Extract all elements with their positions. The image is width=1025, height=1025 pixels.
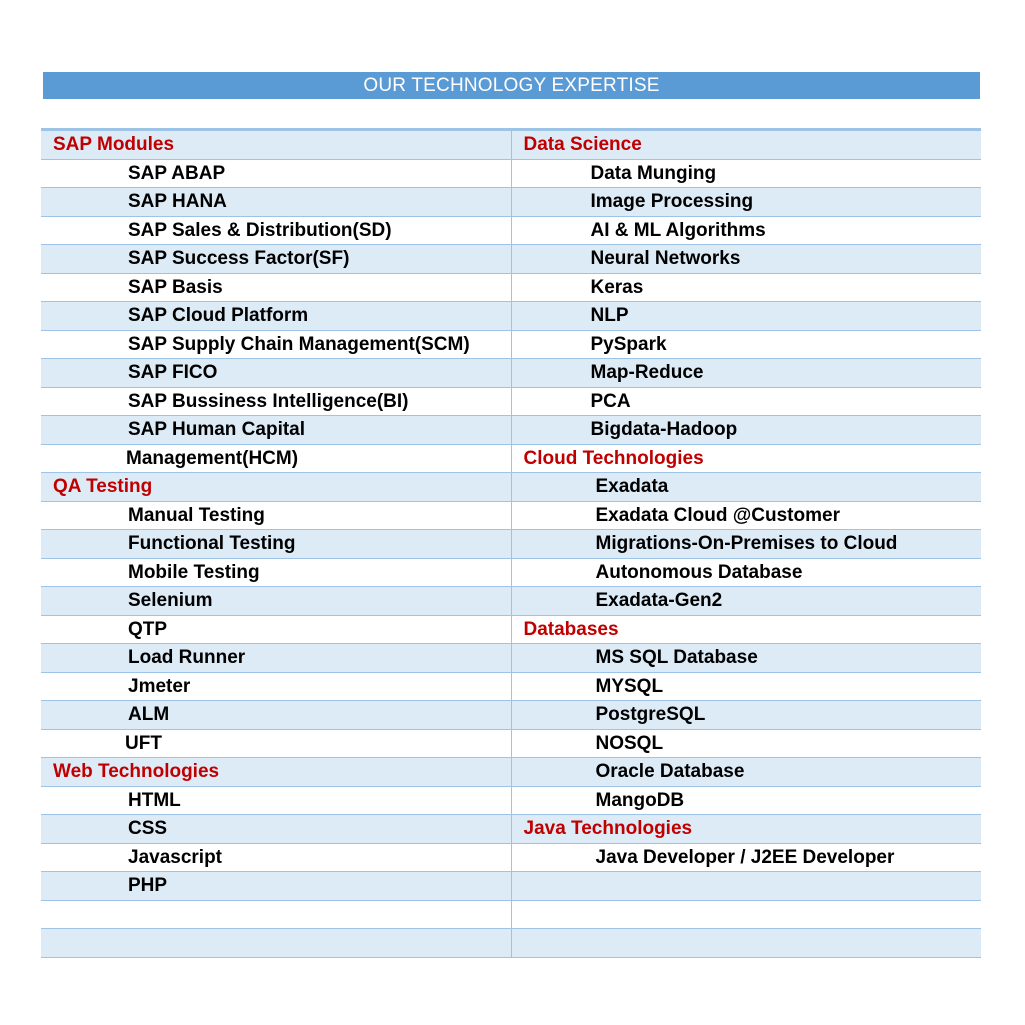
table-row: [41, 359, 981, 388]
table-row: [41, 558, 981, 587]
table-row: [41, 843, 981, 872]
table-row: [41, 216, 981, 245]
list-item: Image Processing: [511, 188, 981, 217]
list-item: PHP: [41, 872, 511, 901]
table-row: [41, 872, 981, 901]
list-item: SAP Basis: [41, 273, 511, 302]
list-item: SAP Success Factor(SF): [41, 245, 511, 274]
table-row: [41, 473, 981, 502]
list-item: Neural Networks: [511, 245, 981, 274]
table-row: [41, 530, 981, 559]
list-item: HTML: [41, 786, 511, 815]
list-item: PySpark: [511, 330, 981, 359]
table-row: [41, 130, 981, 160]
empty-cell: [511, 872, 981, 901]
list-item: SAP Supply Chain Management(SCM): [41, 330, 511, 359]
list-item: ALM: [41, 701, 511, 730]
table-row: [41, 615, 981, 644]
expertise-table: [41, 128, 981, 958]
list-item: Javascript: [41, 843, 511, 872]
list-item: Oracle Database: [511, 758, 981, 787]
list-item: Migrations-On-Premises to Cloud: [511, 530, 981, 559]
table-row: [41, 273, 981, 302]
list-item: CSS: [41, 815, 511, 844]
list-item: SAP HANA: [41, 188, 511, 217]
category-heading-java-technologies: Java Technologies: [511, 815, 981, 844]
category-heading-data-science: Data Science: [511, 130, 981, 160]
list-item: NLP: [511, 302, 981, 331]
list-item: Autonomous Database: [511, 558, 981, 587]
list-item: Functional Testing: [41, 530, 511, 559]
list-item: SAP ABAP: [41, 159, 511, 188]
list-item: PostgreSQL: [511, 701, 981, 730]
list-item: Jmeter: [41, 672, 511, 701]
page-title-banner: OUR TECHNOLOGY EXPERTISE: [43, 72, 980, 99]
list-item: SAP Sales & Distribution(SD): [41, 216, 511, 245]
table-row: [41, 701, 981, 730]
category-heading-sap-modules: SAP Modules: [41, 130, 511, 160]
table-row: [41, 929, 981, 958]
table-row: [41, 758, 981, 787]
list-item: AI & ML Algorithms: [511, 216, 981, 245]
list-item: Management(HCM): [41, 444, 511, 473]
list-item: Exadata: [511, 473, 981, 502]
list-item: Mobile Testing: [41, 558, 511, 587]
list-item: SAP Bussiness Intelligence(BI): [41, 387, 511, 416]
table-row: [41, 302, 981, 331]
table-row: [41, 330, 981, 359]
list-item: Exadata Cloud @Customer: [511, 501, 981, 530]
list-item: SAP FICO: [41, 359, 511, 388]
list-item: QTP: [41, 615, 511, 644]
list-item: Exadata-Gen2: [511, 587, 981, 616]
list-item: Java Developer / J2EE Developer: [511, 843, 981, 872]
list-item: MYSQL: [511, 672, 981, 701]
category-heading-qa-testing: QA Testing: [41, 473, 511, 502]
category-heading-web-technologies: Web Technologies: [41, 758, 511, 787]
list-item: Map-Reduce: [511, 359, 981, 388]
table-row: [41, 786, 981, 815]
list-item: Manual Testing: [41, 501, 511, 530]
table-row: [41, 416, 981, 445]
list-item: Data Munging: [511, 159, 981, 188]
list-item: SAP Cloud Platform: [41, 302, 511, 331]
list-item: Keras: [511, 273, 981, 302]
table-row: [41, 587, 981, 616]
table-row: [41, 159, 981, 188]
table-row: [41, 188, 981, 217]
table-row: [41, 729, 981, 758]
empty-cell: [511, 929, 981, 958]
list-item: MS SQL Database: [511, 644, 981, 673]
table-row: [41, 900, 981, 929]
category-heading-cloud-technologies: Cloud Technologies: [511, 444, 981, 473]
table-row: [41, 501, 981, 530]
empty-cell: [511, 900, 981, 929]
table-row: [41, 815, 981, 844]
category-heading-databases: Databases: [511, 615, 981, 644]
list-item: SAP Human Capital: [41, 416, 511, 445]
list-item: Bigdata-Hadoop: [511, 416, 981, 445]
empty-cell: [41, 900, 511, 929]
empty-cell: [41, 929, 511, 958]
table-row: [41, 444, 981, 473]
table-row: [41, 644, 981, 673]
list-item: PCA: [511, 387, 981, 416]
table-row: [41, 672, 981, 701]
list-item: NOSQL: [511, 729, 981, 758]
list-item: Selenium: [41, 587, 511, 616]
list-item: UFT: [41, 729, 511, 758]
table-row: [41, 245, 981, 274]
table-row: [41, 387, 981, 416]
list-item: Load Runner: [41, 644, 511, 673]
list-item: MangoDB: [511, 786, 981, 815]
